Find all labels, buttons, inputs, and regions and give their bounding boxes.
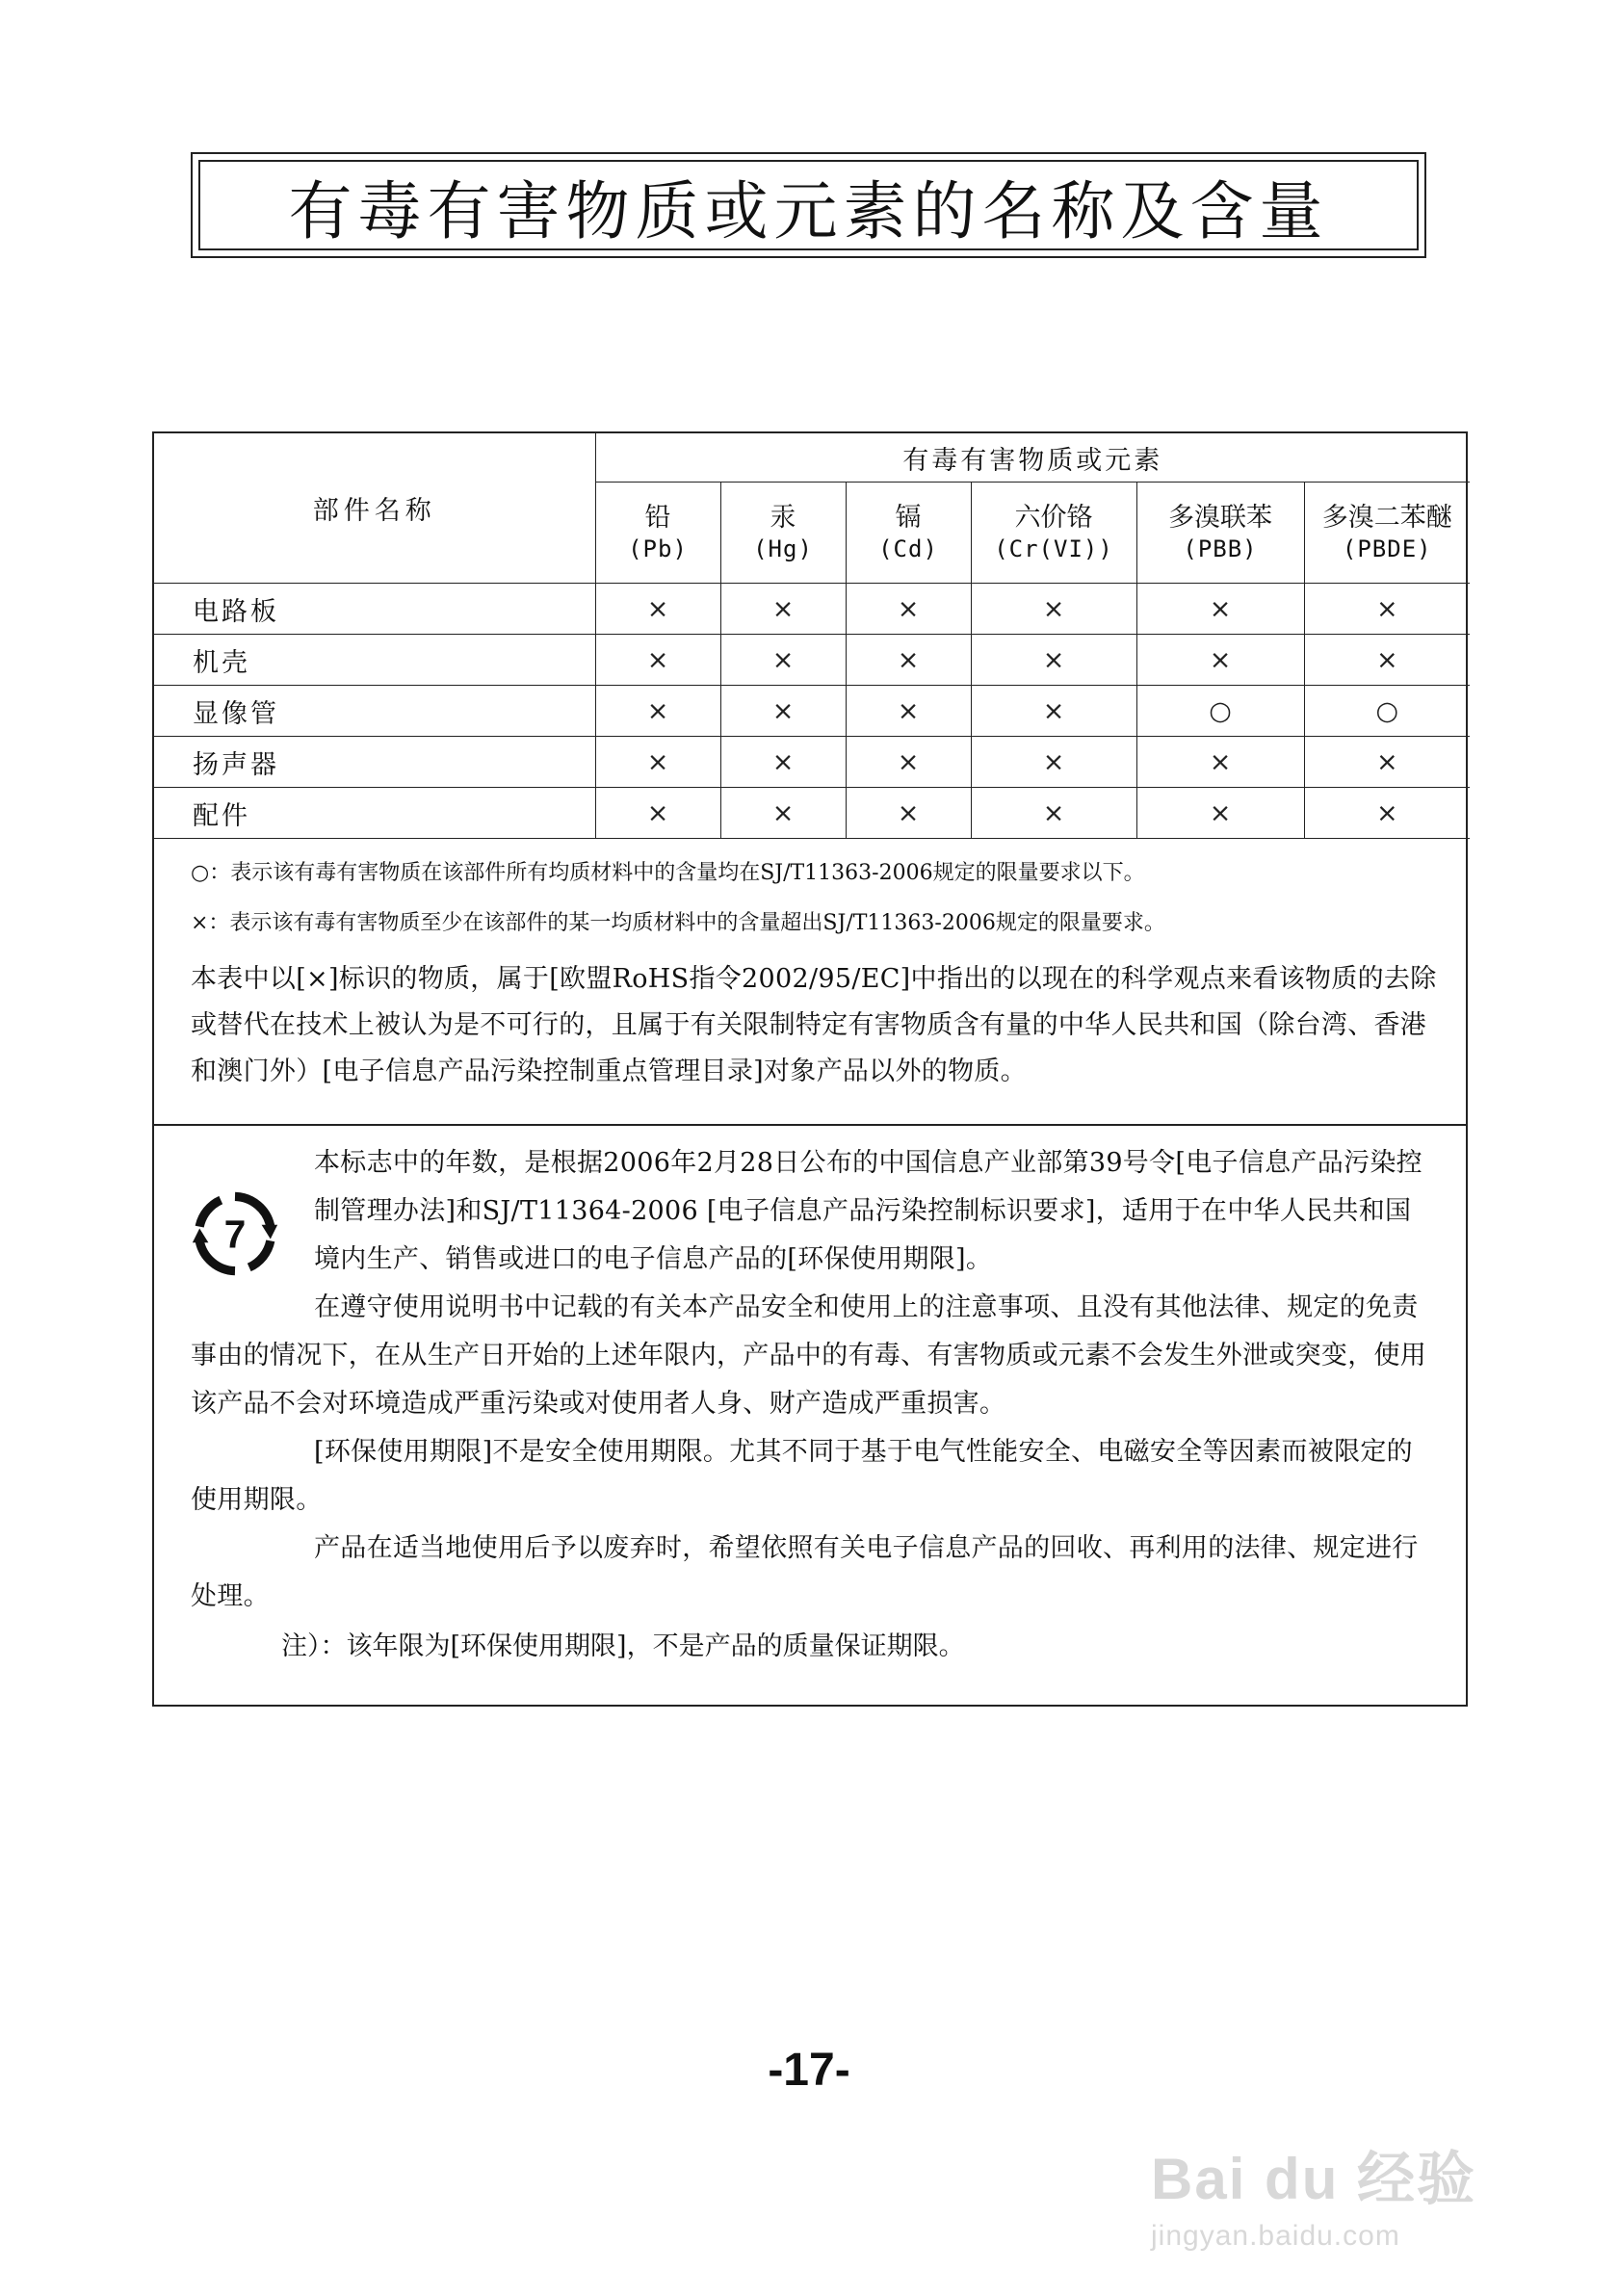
content-mark-cell: ×	[1136, 584, 1304, 635]
content-mark-cell: ○	[1136, 686, 1304, 737]
content-mark-cell: ×	[846, 788, 971, 839]
content-mark-cell: ×	[846, 635, 971, 686]
element-name: 多溴二苯醚	[1321, 502, 1452, 533]
element-name: 镉	[895, 502, 922, 533]
content-frame	[152, 431, 1468, 1707]
table-row	[154, 686, 1470, 737]
element-name: 六价铬	[1014, 502, 1093, 533]
content-mark-cell: ×	[595, 737, 720, 788]
element-header	[720, 483, 846, 584]
content-mark-cell: ×	[720, 584, 846, 635]
epup-paragraph-1: 本标志中的年数，是根据2006年2月28日公布的中国信息产业部第39号令[电子信息产品污染控制管理办法]和SJ/T11364-2006 [电子信息产品污染控制标识要求]，适用于在中华人民共和国境内生产、销售或进口的电子信息产品的[环保使用期限]。	[314, 1148, 1422, 1274]
content-mark-cell: ×	[846, 737, 971, 788]
element-header	[1136, 483, 1304, 584]
epup-footnote: 注）：该年限为[环保使用期限]，不是产品的质量保证期限。	[281, 1631, 965, 1661]
element-name: 铅	[644, 502, 671, 533]
content-mark-cell: ×	[971, 635, 1136, 686]
watermark-brand: Bai du 经验	[1151, 2147, 1477, 2211]
table-row	[154, 584, 1470, 635]
part-name-cell: 扬声器	[154, 737, 595, 788]
content-mark-cell: ×	[971, 737, 1136, 788]
content-mark-cell: ×	[846, 584, 971, 635]
baidu-jingyan-watermark	[1151, 2133, 1536, 2268]
part-name-cell: 显像管	[154, 686, 595, 737]
part-name-cell: 机壳	[154, 635, 595, 686]
content-mark-cell: ×	[1136, 788, 1304, 839]
element-symbol: (PBDE)	[1342, 535, 1432, 562]
content-mark-cell: ×	[595, 635, 720, 686]
table-row	[154, 635, 1470, 686]
content-mark-cell: ×	[595, 788, 720, 839]
content-mark-cell: ×	[720, 635, 846, 686]
circle-legend-note: ○：表示该有毒有害物质在该部件所有均质材料中的含量均在SJ/T11363-2006规定的限量要求以下。	[191, 861, 1145, 885]
epup-paragraph-4: 产品在适当地使用后予以废弃时，希望依照有关电子信息产品的回收、再利用的法律、规定进行处理。	[191, 1533, 1419, 1611]
element-symbol: (Hg)	[753, 535, 813, 562]
content-mark-cell: ×	[846, 686, 971, 737]
content-mark-cell: ×	[720, 686, 846, 737]
rohs-paragraph: 本表中以[×]标识的物质，属于[欧盟RoHS指令2002/95/EC]中指出的以现在的科学观点来看该物质的去除或替代在技术上被认为是不可行的，且属于有关限制特定有害物质含有量的中华人民共和国（除台湾、香港和澳门外）[电子信息产品污染控制重点管理目录]对象产品以外的物质。	[191, 964, 1437, 1086]
content-mark-cell: ×	[1136, 635, 1304, 686]
epup-paragraph-2: 在遵守使用说明书中记载的有关本产品安全和使用上的注意事项、且没有其他法律、规定的免责事由的情况下，在从生产日开始的上述年限内，产品中的有毒、有害物质或元素不会发生外泄或突变，使用该产品不会对环境造成严重污染或对使用者人身、财产造成严重损害。	[191, 1292, 1427, 1419]
notes-section	[154, 839, 1466, 1126]
part-name-cell: 电路板	[154, 584, 595, 635]
title-frame	[191, 152, 1426, 258]
hazardous-substance-table	[154, 433, 1470, 839]
page-title: 有毒有害物质或元素的名称及含量	[198, 160, 1419, 250]
part-name-header: 部件名称	[154, 433, 595, 584]
element-symbol: (Cr(VI))	[994, 535, 1113, 562]
content-mark-cell: ×	[720, 737, 846, 788]
environment-protection-use-period-icon	[191, 1189, 279, 1278]
content-mark-cell: ×	[1304, 788, 1470, 839]
content-mark-cell: ×	[1304, 635, 1470, 686]
element-name: 汞	[770, 502, 796, 533]
content-mark-cell: ×	[971, 584, 1136, 635]
content-mark-cell: ×	[971, 788, 1136, 839]
cross-legend-note: ×：表示该有毒有害物质至少在该部件的某一均质材料中的含量超出SJ/T11363-2006规定的限量要求。	[191, 911, 1165, 935]
table-row	[154, 788, 1470, 839]
substance-group-header: 有毒有害物质或元素	[595, 433, 1470, 483]
content-mark-cell: ×	[720, 788, 846, 839]
content-mark-cell: ×	[1136, 737, 1304, 788]
page-number: -17-	[768, 2045, 850, 2096]
element-name: 多溴联苯	[1168, 502, 1272, 533]
epup-section	[154, 1126, 1466, 1671]
content-mark-cell: ×	[595, 584, 720, 635]
element-symbol: (PBB)	[1183, 535, 1258, 562]
content-mark-cell: ×	[1304, 584, 1470, 635]
epup-years-number: 7	[223, 1212, 247, 1257]
element-header	[971, 483, 1136, 584]
element-symbol: (Cd)	[878, 535, 938, 562]
content-mark-cell: ○	[1304, 686, 1470, 737]
element-header	[595, 483, 720, 584]
element-header	[846, 483, 971, 584]
part-name-cell: 配件	[154, 788, 595, 839]
content-mark-cell: ×	[1304, 737, 1470, 788]
content-mark-cell: ×	[595, 686, 720, 737]
watermark-url: jingyan.baidu.com	[1151, 2220, 1400, 2252]
table-row	[154, 737, 1470, 788]
element-header	[1304, 483, 1470, 584]
content-mark-cell: ×	[971, 686, 1136, 737]
epup-paragraph-3: [环保使用期限]不是安全使用期限。尤其不同于基于电气性能安全、电磁安全等因素而被限定的使用期限。	[191, 1437, 1413, 1515]
element-symbol: (Pb)	[628, 535, 688, 562]
